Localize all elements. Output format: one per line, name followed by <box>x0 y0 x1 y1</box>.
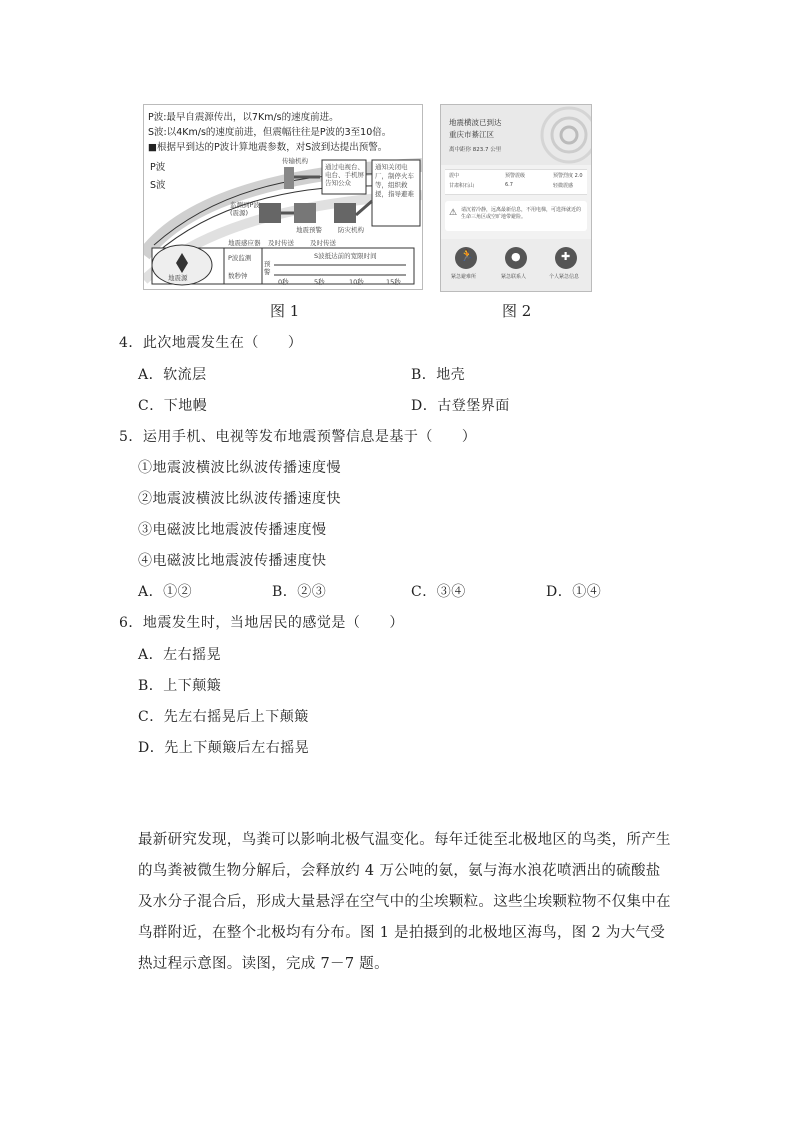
q4-option-d: D．古登堡界面 <box>411 398 510 414</box>
q5-option-a: A．①② <box>138 584 193 600</box>
personal-info-label: 个人紧急信息 <box>549 274 580 280</box>
q5-item-4: ④电磁波比地震波传播速度快 <box>138 553 327 569</box>
tick-10: 10秒 <box>349 278 364 286</box>
passage-paragraph: 最新研究发现，鸟粪可以影响北极气温变化。每年迁徙至北极地区的鸟类，所产生的鸟粪被微生物分解后，会释放约 4 万公吨的氨，氨与海水浪花喷洒出的硫酸盐及水分子混合后，形成大量悬浮在空气中的尘埃颗粒。这些尘埃颗粒物不仅集中在鸟群附近，在整个北极均有分布。图 1 是拍摄到的北极地区海鸟，图 2 为大气受热过程示意图。读图，完成 7－7 题。 <box>138 832 671 972</box>
question-5-stem: 5．运用手机、电视等发布地震预警信息是基于（ ） <box>119 429 477 445</box>
q6-option-d: D．先上下颠簸后左右摇晃 <box>138 740 310 756</box>
q5-item-1: ①地震波横波比纵波传播速度慢 <box>138 460 341 476</box>
alert-distance: 离中距你 823.7 公里 <box>449 147 502 153</box>
figure-2-phone-alert <box>440 104 592 292</box>
figure-1-caption: 图 1 <box>270 302 300 320</box>
contact-label: 紧急联系人 <box>501 274 527 280</box>
q5-item-2: ②地震波横波比纵波传播速度快 <box>138 491 341 507</box>
warning-message: 请沉着冷静，远离最新信息，不用电梯，可选择就近的生命三角区或空旷地带避险。 <box>461 207 582 220</box>
send-label-2: 及时传送 <box>310 239 336 247</box>
stat-1-value: 甘肃积石山 <box>449 183 475 189</box>
person-icon: ● <box>511 250 521 263</box>
s-wave-text: S波:以4Km/s的速度前进，但震幅往往是P波的3至10倍。 <box>148 127 392 138</box>
s-before-label: S波抵达前的宽限时间 <box>314 252 377 260</box>
warn-pub-label: 预警 <box>264 260 271 276</box>
q5-option-d: D．①④ <box>546 584 602 600</box>
notice-box-text: 通知关闭电厂，制停火车等，组织救援，指导避难 <box>375 163 414 198</box>
alert-title-1: 地震横波已到达 <box>449 118 502 127</box>
send-label-1: 及时传送 <box>268 239 294 247</box>
stat-1-label: 震中 <box>449 173 460 179</box>
stat-2-label: 预警震级 <box>505 173 526 179</box>
figure-2-caption: 图 2 <box>502 302 532 320</box>
alert-title-2: 重庆市綦江区 <box>449 130 494 139</box>
stat-3-value: 轻微震感 <box>553 183 574 189</box>
seconds-label: 数秒钟 <box>228 272 248 280</box>
tick-15: 15秒 <box>386 278 401 286</box>
epicenter-label: 地震源 <box>168 274 188 282</box>
stat-3-label: 预警烈度 2.0 <box>553 173 583 179</box>
q6-option-b: B．上下颠簸 <box>138 678 222 694</box>
warning-text: ■根据早到达的P波计算地震参数，对S波到达提出预警。 <box>148 142 388 153</box>
runner-icon: 🏃 <box>460 249 474 262</box>
plus-icon: ✚ <box>561 250 571 263</box>
q5-item-3: ③电磁波比地震波传播速度慢 <box>138 522 327 538</box>
figure-1-diagram <box>143 104 423 290</box>
p-monitor-label: P波监测 <box>228 254 252 262</box>
q5-option-c: C．③④ <box>411 584 466 600</box>
p-wave-label: P波 <box>150 162 166 173</box>
tick-0: 0秒 <box>278 278 289 286</box>
forecast-label: 地震预警 <box>296 226 322 234</box>
transfer-org-label: 传输机构 <box>282 157 308 165</box>
q5-option-b: B．②③ <box>272 584 327 600</box>
q4-option-c: C．下地幔 <box>138 398 208 414</box>
tick-5: 5秒 <box>314 278 325 286</box>
warning-icon: ⚠ <box>449 208 458 218</box>
s-wave-label: S波 <box>150 180 166 191</box>
stat-2-value: 6.7 <box>505 182 513 188</box>
p-wave-text: P波:最早自震源传出，以7Km/s的速度前进。 <box>148 112 339 123</box>
disaster-org-label: 防灾机构 <box>338 226 364 234</box>
q6-option-c: C．先左右摇晃后上下颠簸 <box>138 709 309 725</box>
question-4-stem: 4．此次地震发生在（ ） <box>119 335 303 351</box>
shelter-label: 紧急避难所 <box>451 274 477 280</box>
q6-option-a: A．左右摇晃 <box>138 647 222 663</box>
wave-rings-icon <box>533 105 591 175</box>
tv-box-text: 通过电视台、电台、手机屏告知公众 <box>325 163 364 187</box>
question-6-stem: 6．地震发生时，当地居民的感觉是（ ） <box>119 615 404 631</box>
monitor-label: 监测到P波(震源) <box>230 201 260 217</box>
q4-option-a: A．软流层 <box>138 367 207 383</box>
q4-option-b: B．地壳 <box>411 367 466 383</box>
sensor-label: 地震感应器 <box>228 239 261 247</box>
